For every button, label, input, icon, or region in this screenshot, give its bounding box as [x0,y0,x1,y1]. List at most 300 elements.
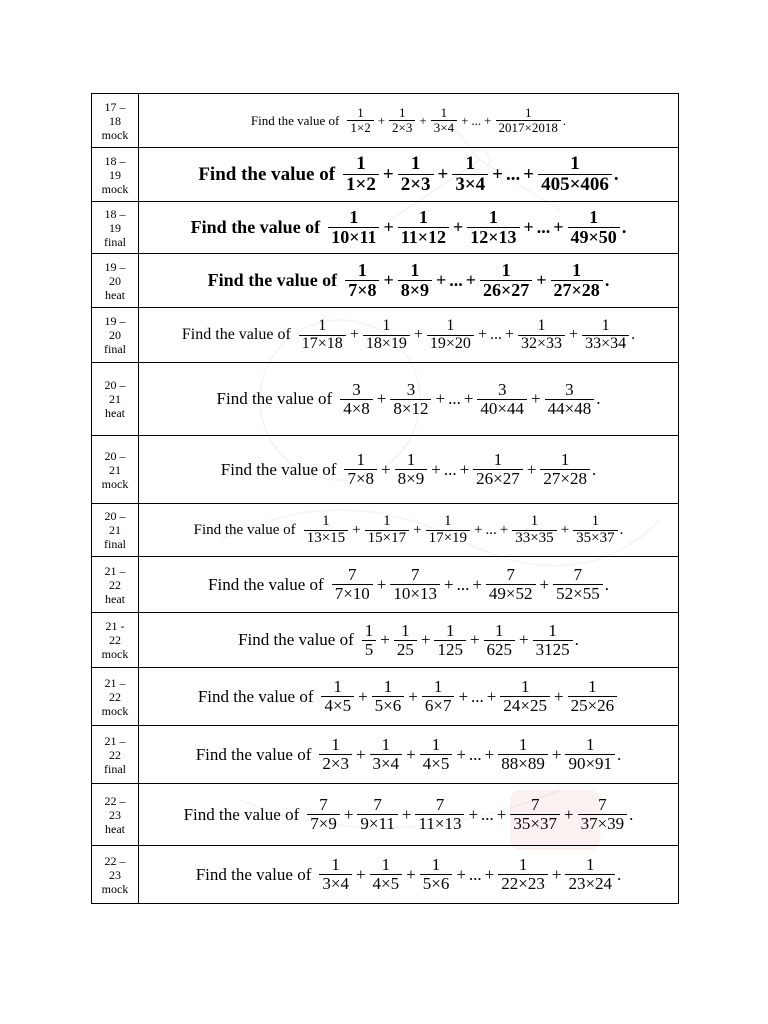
problem-expression [139,557,679,613]
fraction-denominator: 18×19 [363,335,410,353]
problem-row [92,202,679,254]
problem-statement [196,736,622,773]
problem-expression [139,148,679,202]
problem-prefix: Find the value of [195,744,312,764]
exam-label-line: 23 [109,867,121,882]
fraction-numerator: 1 [381,735,391,755]
fraction [486,566,536,603]
plus-sign: + [401,804,412,824]
period: . [604,574,609,594]
problem-prefix: Find the value of [197,686,314,706]
fraction [390,381,431,418]
fraction [565,856,615,893]
plus-sign: + [381,459,391,479]
exam-label [92,363,139,436]
fraction-numerator: 7 [410,565,420,585]
fraction-numerator: 1 [524,105,532,121]
fraction-denominator: 13×15 [304,530,348,547]
exam-label-line: 22 [109,633,121,647]
fraction-denominator: 22×23 [498,874,548,893]
plus-sign: + [382,163,394,185]
problem-expression [139,363,679,436]
problem-prefix: Find the value of [216,389,333,408]
exam-label-line: 19 [109,220,121,235]
fraction-denominator: 88×89 [498,754,548,773]
fraction-numerator: 1 [570,153,580,175]
fraction-numerator: 1 [589,207,599,228]
plus-sign: + [383,217,394,237]
fraction-numerator: 1 [383,512,391,529]
problem-row [92,668,679,726]
problem-prefix: Find the value of [181,326,291,343]
problem-row [92,504,679,557]
plus-sign: + [563,804,574,824]
problem-expression [139,254,679,308]
exam-label-line: final [104,537,126,551]
fraction [363,318,410,353]
problem-expression [139,504,679,557]
fraction [553,566,603,603]
ellipsis: ... [536,217,551,237]
ellipsis: ... [448,389,461,408]
fraction [394,622,417,659]
fraction [545,381,595,418]
fraction [398,154,434,195]
plus-sign: + [358,686,368,706]
fraction [452,154,488,195]
fraction-numerator: 1 [495,620,504,640]
fraction-denominator: 2017×2018 [496,120,561,135]
fraction-denominator: 6×7 [422,696,455,715]
fraction-numerator: 1 [382,316,391,334]
exam-label-line: 22 [109,577,121,592]
fraction-numerator: 1 [488,207,498,228]
fraction-numerator: 1 [431,855,441,875]
fraction-numerator: 7 [530,795,540,815]
fraction-numerator: 1 [431,735,441,755]
fraction [431,106,457,134]
exam-label-line: 21 – [104,675,126,690]
fraction-denominator: 5×6 [420,874,453,893]
exam-label-line: 20 – [104,509,126,523]
fraction-numerator: 7 [506,565,515,585]
problem-statement [208,566,609,603]
fraction-numerator: 1 [440,105,448,121]
fraction-denominator: 5 [362,640,377,659]
problem-row [92,784,679,846]
exam-label-line: 20 – [104,448,126,463]
plus-sign: + [472,574,482,594]
fraction-denominator: 3×4 [319,874,352,893]
fraction-numerator: 1 [591,512,600,529]
fraction-numerator: 3 [352,379,361,399]
plus-sign: + [465,270,477,290]
plus-sign: + [468,804,479,824]
fraction-denominator: 12×13 [467,227,519,247]
ellipsis: ... [489,326,502,343]
exam-label-line: 19 [109,167,121,182]
problem-row [92,363,679,436]
fraction-denominator: 3×4 [452,174,488,195]
plus-sign: + [492,163,503,185]
fraction [518,318,565,353]
plus-sign: + [553,686,564,706]
problem-prefix: Find the value of [183,804,300,824]
exam-label-line: 21 – [104,733,126,748]
fraction-numerator: 7 [598,795,607,815]
fraction [540,451,590,488]
ellipsis: ... [449,270,463,290]
problem-prefix: Find the value of [208,574,324,594]
period: . [574,630,579,649]
fraction-numerator: 1 [445,620,455,640]
fraction-denominator: 33×35 [512,530,556,547]
fraction-numerator: 3 [497,379,507,399]
fraction [578,796,628,833]
exam-label-line: final [104,234,126,249]
problem-row [92,308,679,363]
fraction-denominator: 40×44 [477,399,527,418]
fraction [565,736,615,773]
period: . [629,804,634,824]
fraction-numerator: 1 [406,450,416,470]
fraction-numerator: 1 [357,105,364,121]
fraction [372,678,405,715]
problem-expression [139,613,679,668]
problem-statement [182,318,635,353]
fraction-numerator: 1 [586,855,595,875]
fraction-denominator: 26×27 [480,280,532,300]
plus-sign: + [539,574,550,594]
fraction-numerator: 1 [410,260,420,281]
exam-label-line: heat [105,287,125,302]
problem-prefix: Find the value of [238,630,354,649]
fraction-numerator: 3 [565,379,574,399]
fraction-numerator: 1 [381,855,391,875]
exam-label-line: mock [101,703,129,718]
plus-sign: + [504,326,514,343]
problem-prefix: Find the value of [195,864,312,884]
plus-sign: + [376,574,387,594]
fraction-denominator: 10×11 [328,227,379,247]
fraction-denominator: 24×25 [500,696,550,715]
exam-label-line: 22 – [104,853,126,868]
problem-statement [238,622,579,659]
plus-sign: + [484,864,495,884]
fraction [347,106,373,134]
exam-label [92,668,139,726]
fraction-denominator: 3125 [533,640,573,659]
plus-sign: + [376,389,387,408]
plus-sign: + [380,630,390,649]
exam-label-line: heat [105,591,125,606]
exam-label-line: 20 [109,328,121,342]
problem-expression [139,668,679,726]
problem-row [92,148,679,202]
plus-sign: + [560,521,570,538]
fraction-denominator: 52×55 [553,584,603,603]
fraction [362,622,377,659]
fraction-numerator: 1 [548,620,557,640]
exam-label-line: 22 [109,747,121,762]
fraction-denominator: 23×24 [565,874,615,893]
plus-sign: + [343,804,354,824]
fraction-numerator: 1 [418,207,428,228]
fraction-denominator: 7×8 [344,469,377,488]
problem-statement [208,261,610,300]
exam-label-line: mock [101,181,129,196]
fraction-denominator: 7×10 [332,584,373,603]
fraction [496,106,561,134]
problem-prefix: Find the value of [198,163,336,185]
fraction-denominator: 49×52 [486,584,536,603]
fraction-denominator: 2×3 [319,754,352,773]
problem-row [92,436,679,504]
exam-label [92,436,139,504]
plus-sign: + [569,326,579,343]
fraction [398,261,432,300]
plus-sign: + [443,574,454,594]
plus-sign: + [461,112,469,128]
fraction-denominator: 33×34 [582,335,629,353]
plus-sign: + [435,389,446,408]
fraction-numerator: 1 [501,260,511,281]
fraction [370,856,403,893]
fraction-numerator: 1 [356,153,366,175]
exam-label [92,726,139,784]
fraction [533,622,573,659]
period: . [604,270,610,290]
plus-sign: + [406,864,416,884]
fraction-denominator: 4×5 [370,874,403,893]
fraction [319,856,352,893]
period: . [613,163,619,185]
plus-sign: + [459,459,470,479]
exam-label [92,94,139,148]
fraction [498,736,548,773]
fraction-numerator: 1 [446,316,455,334]
fraction [307,796,340,833]
problem-statement [198,678,619,715]
exam-label-line: 17 – [104,99,126,114]
exam-label-line: 21 – [104,563,126,578]
plus-sign: + [469,630,480,649]
problem-statement [251,106,566,134]
exam-label [92,254,139,308]
ellipsis: ... [485,521,497,538]
problem-statement [191,208,627,247]
fraction-numerator: 7 [573,565,583,585]
plus-sign: + [420,630,431,649]
fraction-denominator: 1×2 [347,120,373,135]
fraction-numerator: 1 [586,735,595,755]
exam-label [92,202,139,254]
plus-sign: + [551,864,562,884]
fraction [427,318,474,353]
fraction-denominator: 17×19 [426,530,470,547]
period: . [619,521,624,538]
fraction-denominator: 27×28 [551,280,603,300]
fraction [422,678,455,715]
fraction [420,856,453,893]
fraction-numerator: 1 [331,735,340,755]
fraction [321,678,354,715]
period: . [617,744,622,764]
fraction-numerator: 1 [410,153,421,175]
fraction [319,736,352,773]
plus-sign: + [526,459,537,479]
exam-label [92,504,139,557]
exam-label-line: final [104,761,126,776]
fraction-denominator: 25 [394,640,417,659]
exam-label-line: 21 [109,392,121,406]
exam-label-line: mock [101,127,129,142]
fraction-denominator: 90×91 [565,754,615,773]
fraction-denominator: 17×18 [299,335,346,353]
exam-label [92,846,139,904]
exam-label-line: mock [101,881,129,896]
fraction-numerator: 1 [518,855,528,875]
problem-statement [184,796,634,833]
fraction-denominator: 10×13 [390,584,440,603]
fraction [370,736,403,773]
fraction [389,106,415,134]
fraction-numerator: 1 [322,512,330,529]
plus-sign: + [519,630,529,649]
exam-label-line: 21 [109,523,121,537]
exam-label-line: 18 – [104,206,126,221]
problem-prefix: Find the value of [250,112,340,128]
fraction [538,154,612,195]
fraction [467,208,519,247]
fraction [328,208,379,247]
problem-statement [196,856,622,893]
fraction-numerator: 1 [401,620,410,640]
fraction-numerator: 1 [601,316,610,334]
fraction [332,566,373,603]
fraction-denominator: 7×9 [307,814,340,833]
fraction-numerator: 1 [433,677,443,697]
plus-sign: + [408,686,418,706]
fraction-numerator: 1 [572,260,582,281]
exam-label-line: 18 [109,113,121,128]
fraction [568,678,618,715]
fraction-denominator: 32×33 [518,335,565,353]
period: . [617,864,622,884]
fraction-denominator: 9×11 [357,814,397,833]
problem-expression [139,308,679,363]
fraction [345,261,379,300]
fraction-numerator: 1 [530,512,539,529]
fraction-denominator: 19×20 [427,335,474,353]
fraction-numerator: 3 [406,379,416,399]
plus-sign: + [463,389,474,408]
exam-label-line: mock [101,476,129,491]
plus-sign: + [413,521,422,538]
fraction-denominator: 15×17 [365,530,409,547]
exam-label-line: mock [101,647,129,661]
problem-prefix: Find the value of [193,521,296,538]
fraction [510,796,560,833]
plus-sign: + [349,326,359,343]
period: . [562,112,567,128]
fraction-numerator: 1 [364,620,374,640]
plus-sign: + [437,163,449,185]
plus-sign: + [355,864,366,884]
fraction-numerator: 1 [588,677,597,697]
fraction-numerator: 1 [518,735,528,755]
fraction [434,622,466,659]
plus-sign: + [477,326,487,343]
fraction-numerator: 1 [560,450,570,470]
plus-sign: + [435,270,447,290]
fraction [498,856,548,893]
fraction-denominator: 5×6 [372,696,405,715]
problem-expression [139,436,679,504]
plus-sign: + [456,864,466,884]
fraction-denominator: 11×12 [398,227,449,247]
exam-label-line: 19 – [104,259,126,274]
ellipsis: ... [471,686,484,706]
plus-sign: + [523,163,535,185]
exam-label-line: 20 [109,273,121,288]
exam-label-line: 23 [109,807,121,822]
problem-expression [139,202,679,254]
fraction-numerator: 1 [444,512,452,529]
fraction-denominator: 1×2 [343,174,379,195]
plus-sign: + [352,521,361,538]
plus-sign: + [406,744,416,764]
problems-table [91,93,679,904]
fraction [415,796,464,833]
fraction [426,514,470,547]
problem-prefix: Find the value of [207,270,338,290]
fraction [398,208,449,247]
fraction [343,154,379,195]
problem-statement [194,514,624,547]
fraction [357,796,397,833]
problem-row [92,846,679,904]
fraction-denominator: 405×406 [538,174,612,195]
fraction-numerator: 1 [520,677,530,697]
fraction [484,622,516,659]
fraction-numerator: 1 [537,316,546,334]
fraction-numerator: 1 [398,105,406,121]
fraction-denominator: 3×4 [431,120,457,135]
exam-label-line: 21 [109,462,121,477]
fraction [500,678,550,715]
plus-sign: + [413,326,423,343]
fraction-denominator: 4×8 [340,399,373,418]
fraction [344,451,377,488]
plus-sign: + [452,217,464,237]
ellipsis: ... [443,459,457,479]
fraction-denominator: 8×12 [390,399,431,418]
exam-label [92,613,139,668]
plus-sign: + [496,804,507,824]
fraction-denominator: 125 [434,640,466,659]
fraction [304,514,348,547]
exam-label-line: 19 – [104,314,126,328]
problem-expression [139,784,679,846]
fraction-denominator: 7×8 [345,280,379,300]
exam-label [92,784,139,846]
ellipsis: ... [468,744,482,764]
fraction [512,514,556,547]
plus-sign: + [456,744,466,764]
fraction [390,566,440,603]
fraction-denominator: 49×50 [568,227,620,247]
